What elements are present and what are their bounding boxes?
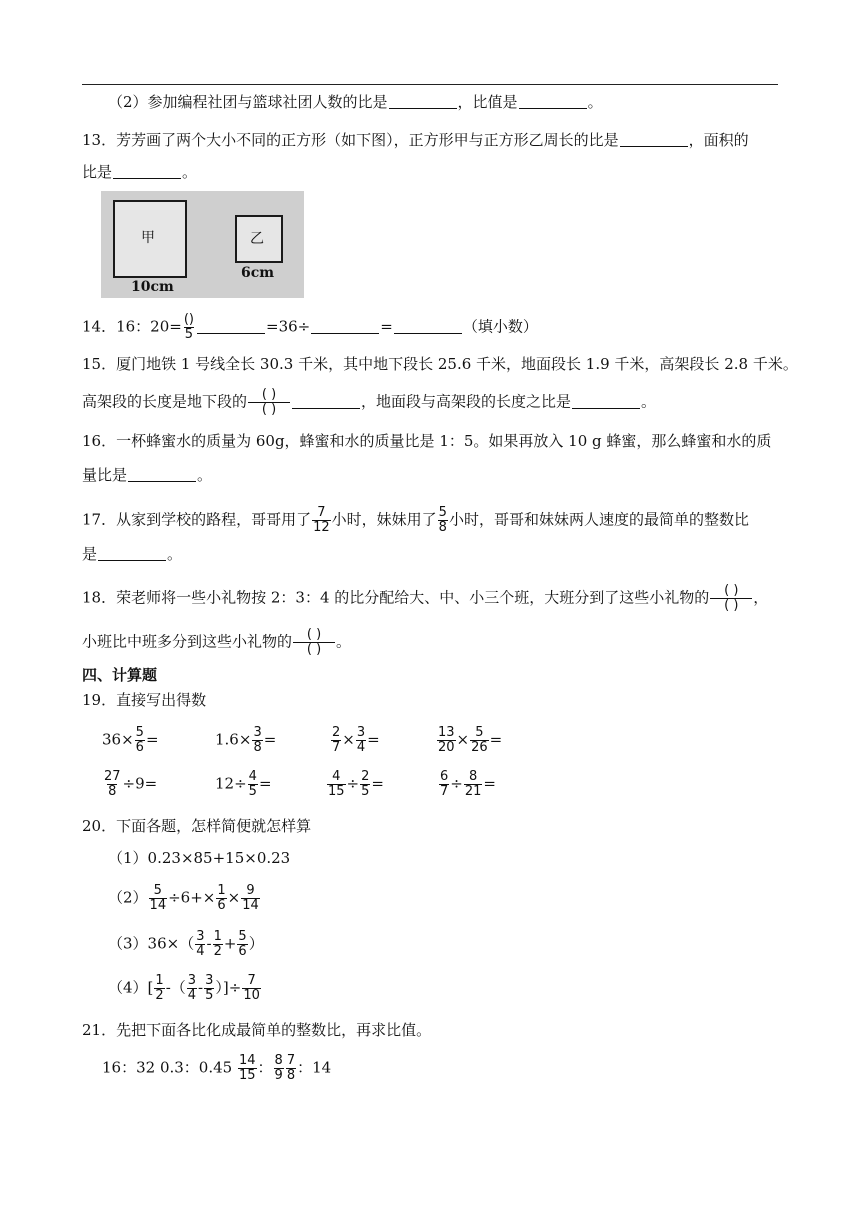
calc-item: 12÷ $\frac{4}{5}$ = bbox=[215, 769, 272, 799]
squares-figure bbox=[101, 191, 304, 298]
question-15: 15．厦门地铁 1 号线全长 30.3 千米，其中地下段长 25.6 千米，地面段长 1.9 千米，高架段长 2.8 千米。 bbox=[82, 355, 798, 373]
answer-blank[interactable] bbox=[128, 466, 196, 482]
question-16-line2: 量比是 。 bbox=[82, 466, 213, 484]
fraction: $\frac{5}{8}$ bbox=[438, 505, 447, 535]
answer-blank[interactable] bbox=[389, 93, 457, 109]
calc-item: $\frac{2}{7}$ × $\frac{3}{4}$ = bbox=[332, 725, 380, 755]
answer-blank[interactable] bbox=[620, 131, 688, 147]
question-18: 18．荣老师将一些小礼物按 2：3：4 的比分配给大、中、小三个班，大班分到了这些小礼物的 $\frac{( )}{( )}$ ， bbox=[82, 583, 769, 613]
header-rule bbox=[82, 84, 778, 85]
answer-blank[interactable] bbox=[197, 318, 265, 334]
q20-item-3: （3）36×（ $\frac{3}{4}$ - $\frac{1}{2}$ + $\frac{5}{6}$ ） bbox=[108, 929, 264, 959]
square-b-label: 乙 bbox=[250, 231, 264, 247]
square-b-caption: 6cm bbox=[241, 265, 275, 281]
calc-item: $\frac{4}{15}$ ÷ $\frac{2}{5}$ = bbox=[328, 769, 384, 799]
question-13: 13．芳芳画了两个大小不同的正方形（如下图），正方形甲与正方形乙周长的比是 ，面积的 bbox=[82, 131, 749, 149]
question-12-2: （2）参加编程社团与篮球社团人数的比是 ，比值是 。 bbox=[108, 93, 603, 111]
question-16: 16．一杯蜂蜜水的质量为 60g，蜂蜜和水的质量比是 1：5。如果再放入 10 g 蜂蜜，那么蜂蜜和水的质 bbox=[82, 432, 772, 450]
question-19-title: 19．直接写出得数 bbox=[82, 691, 207, 709]
calc-item: 1.6× $\frac{3}{8}$ = bbox=[215, 725, 277, 755]
q21-items: 16：32 0.3：0.45 $\frac{14}{15}$ ： $\frac{8}{9}$ $\frac{7}{8}$ ：14 bbox=[102, 1053, 332, 1083]
calc-item: $\frac{6}{7}$ ÷ $\frac{8}{21}$ = bbox=[440, 769, 496, 799]
fraction: $\frac{()}{5}$ bbox=[183, 312, 194, 342]
answer-blank[interactable] bbox=[98, 545, 166, 561]
q20-item-1: （1）0.23×85+15×0.23 bbox=[108, 849, 291, 867]
answer-blank[interactable] bbox=[519, 93, 587, 109]
question-18-line2: 小班比中班多分到这些小礼物的 $\frac{( )}{( )}$ 。 bbox=[82, 627, 352, 657]
question-17-line2: 是 。 bbox=[82, 545, 183, 563]
question-20-title: 20．下面各题，怎样简便就怎样算 bbox=[82, 817, 312, 835]
fraction: $\frac{( )}{( )}$ bbox=[248, 388, 290, 417]
question-13-line2: 比是 。 bbox=[82, 163, 198, 181]
question-21-title: 21．先把下面各比化成最简单的整数比，再求比值。 bbox=[82, 1021, 432, 1039]
answer-blank[interactable] bbox=[311, 318, 379, 334]
question-17: 17．从家到学校的路程，哥哥用了 $\frac{7}{12}$ 小时，妹妹用了 $\frac{5}{8}$ 小时，哥哥和妹妹两人速度的最简单的整数比 bbox=[82, 505, 749, 535]
question-15-line2: 高架段的长度是地下段的 $\frac{( )}{( )}$ ，地面段与高架段的长度之比是 。 bbox=[82, 387, 657, 417]
calc-item: $\frac{27}{8}$ ÷9= bbox=[104, 769, 158, 799]
answer-blank[interactable] bbox=[572, 393, 640, 409]
calc-item: $\frac{13}{20}$ × $\frac{5}{26}$ = bbox=[438, 725, 503, 755]
fraction: $\frac{( )}{( )}$ bbox=[293, 628, 335, 657]
question-14: 14．16：20= $\frac{()}{5}$ =36÷ = （填小数） bbox=[82, 312, 538, 342]
q20-item-4: （4）[ $\frac{1}{2}$ -（ $\frac{3}{4}$ - $\frac{3}{5}$ ）]÷ $\frac{7}{10}$ bbox=[108, 973, 260, 1003]
square-a-caption: 10cm bbox=[131, 279, 174, 295]
answer-blank[interactable] bbox=[113, 163, 181, 179]
section-heading: 四、计算题 bbox=[82, 666, 158, 684]
fraction: $\frac{7}{12}$ bbox=[313, 505, 330, 535]
square-a-label: 甲 bbox=[141, 230, 155, 246]
q20-item-2: （2） $\frac{5}{14}$ ÷6+× $\frac{1}{6}$ × $\frac{9}{14}$ bbox=[108, 883, 259, 913]
answer-blank[interactable] bbox=[292, 393, 360, 409]
fraction: $\frac{( )}{( )}$ bbox=[710, 584, 752, 613]
calc-item: 36× $\frac{5}{6}$ = bbox=[102, 725, 159, 755]
answer-blank[interactable] bbox=[394, 318, 462, 334]
